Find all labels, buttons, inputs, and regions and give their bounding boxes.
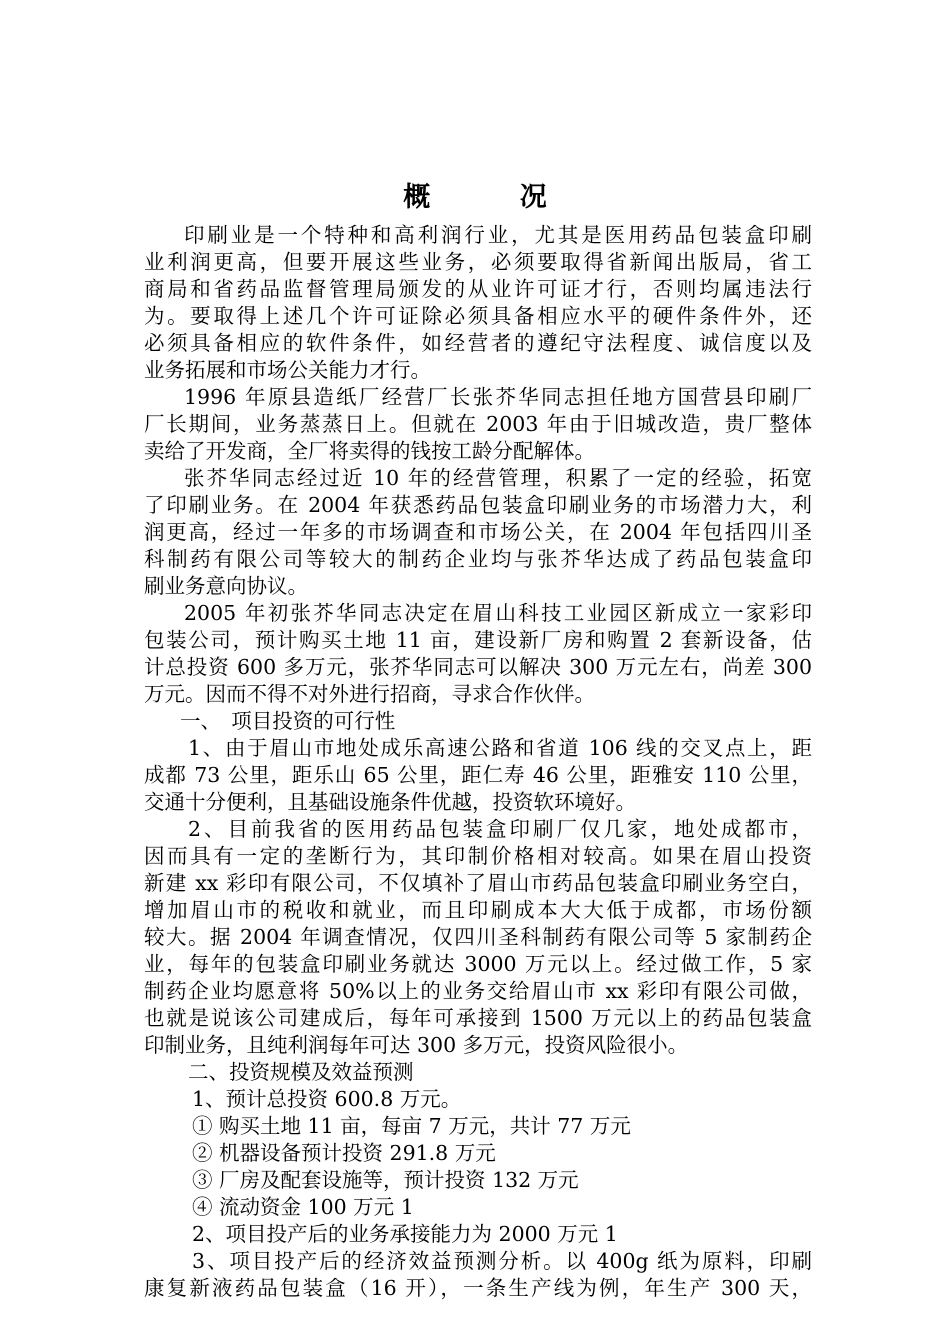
paragraph-line: 因而具有一定的垄断行为，其印制价格相对较高。如果在眉山投资 (144, 844, 812, 868)
paragraph-line: 万元。因而不得不对外进行招商，寻求合作伙伴。 (144, 682, 595, 706)
paragraph-line: 2、目前我省的医用药品包装盒印刷厂仅几家，地处成都市， (188, 817, 812, 841)
body-text (144, 222, 812, 1302)
paragraph-line: 交通十分便利，且基础设施条件优越，投资软环境好。 (144, 790, 636, 814)
paragraph-line: 印刷业是一个特种和高利润行业，尤其是医用药品包装盒印刷 (184, 223, 812, 247)
page-title: 概 况 (403, 182, 587, 213)
section-heading: 一、 项目投资的可行性 (180, 709, 396, 733)
paragraph-line: 科制药有限公司等较大的制药企业均与张芥华达成了药品包装盒印 (144, 547, 812, 571)
paragraph-line: 业务拓展和市场公关能力才行。 (144, 358, 431, 382)
paragraph-line: 商局和省药品监督管理局颁发的从业许可证才行，否则均属违法行 (144, 277, 812, 301)
paragraph-line: 康复新液药品包装盒（16 开），一条生产线为例，年生产 300 天， (144, 1276, 812, 1300)
paragraph-line: 较大。据 2004 年调查情况，仅四川圣科制药有限公司等 5 家制药企 (144, 925, 812, 949)
paragraph-line: 也就是说该公司建成后，每年可承接到 1500 万元以上的药品包装盒 (144, 1006, 812, 1030)
paragraph-line: 2005 年初张芥华同志决定在眉山科技工业园区新成立一家彩印 (184, 601, 812, 625)
paragraph-line: 制药企业均愿意将 50%以上的业务交给眉山市 xx 彩印有限公司做， (144, 979, 812, 1003)
list-item: 2、项目投产后的业务承接能力为 2000 万元 1 (192, 1222, 618, 1246)
paragraph-line: 张芥华同志经过近 10 年的经营管理，积累了一定的经验，拓宽 (184, 466, 812, 490)
paragraph-line: 3、项目投产后的经济效益预测分析。以 400g 纸为原料，印刷 (192, 1249, 812, 1273)
section-heading: 二、投资规模及效益预测 (188, 1060, 414, 1084)
paragraph-line: 业利润更高，但要开展这些业务，必须要取得省新闻出版局，省工 (144, 250, 812, 274)
list-item: ③ 厂房及配套设施等，预计投资 132 万元 (192, 1168, 579, 1192)
list-item: ② 机器设备预计投资 291.8 万元 (192, 1141, 496, 1165)
paragraph-line: 1、由于眉山市地处成乐高速公路和省道 106 线的交叉点上，距 (188, 736, 812, 760)
paragraph-line: 包装公司，预计购买土地 11 亩，建设新厂房和购置 2 套新设备，估 (144, 628, 812, 652)
paragraph-line: 计总投资 600 多万元，张芥华同志可以解决 300 万元左右，尚差 300 (144, 655, 812, 679)
paragraph-line: 厂长期间，业务蒸蒸日上。但就在 2003 年由于旧城改造，贵厂整体 (144, 412, 812, 436)
paragraph-line: 必须具备相应的软件条件，如经营者的遵纪守法程度、诚信度以及 (144, 331, 812, 355)
paragraph-line: 成都 73 公里，距乐山 65 公里，距仁寿 46 公里，距雅安 110 公里， (144, 763, 812, 787)
list-item: ④ 流动资金 100 万元 1 (192, 1195, 414, 1219)
list-item: ① 购买土地 11 亩，每亩 7 万元，共计 77 万元 (192, 1114, 631, 1138)
paragraph-line: 增加眉山市的税收和就业，而且印刷成本大大低于成都，市场份额 (144, 898, 812, 922)
paragraph-line: 刷业务意向协议。 (144, 574, 308, 598)
paragraph-line: 润更高，经过一年多的市场调查和市场公关，在 2004 年包括四川圣 (144, 520, 812, 544)
paragraph-line: 新建 xx 彩印有限公司，不仅填补了眉山市药品包装盒印刷业务空白， (144, 871, 812, 895)
paragraph-line: 卖给了开发商，全厂将卖得的钱按工龄分配解体。 (144, 439, 595, 463)
paragraph-line: 了印刷业务。在 2004 年获悉药品包装盒印刷业务的市场潜力大，利 (144, 493, 812, 517)
list-item: 1、预计总投资 600.8 万元。 (192, 1087, 462, 1111)
paragraph-line: 印制业务，且纯利润每年可达 300 多万元，投资风险很小。 (144, 1033, 689, 1057)
paragraph-line: 1996 年原县造纸厂经营厂长张芥华同志担任地方国营县印刷厂 (184, 385, 812, 409)
paragraph-line: 业，每年的包装盒印刷业务就达 3000 万元以上。经过做工作，5 家 (144, 952, 812, 976)
paragraph-line: 为。要取得上述几个许可证除必须具备相应水平的硬件条件外，还 (144, 304, 812, 328)
